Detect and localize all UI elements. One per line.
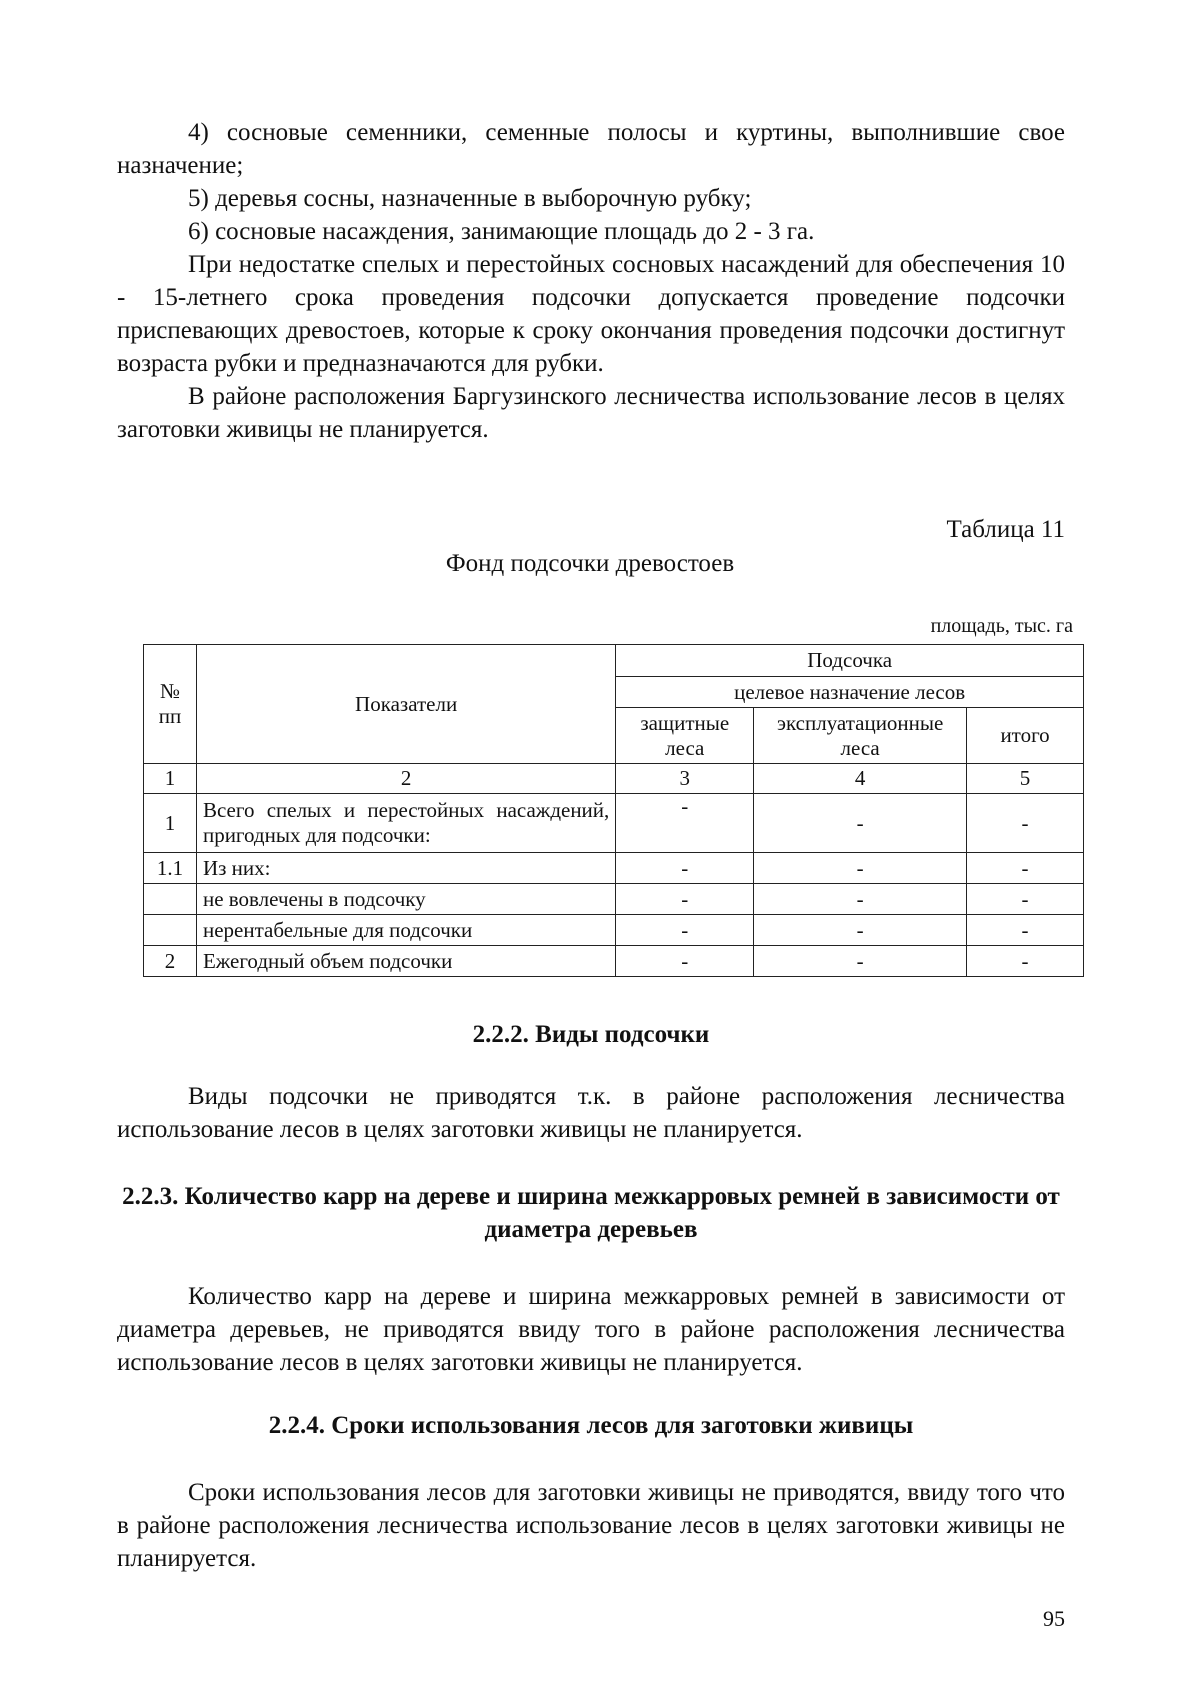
table-row: [144, 794, 1084, 853]
header-purpose: целевое назначение лесов: [616, 677, 1084, 708]
row-exploitation: -: [754, 884, 967, 915]
row-total: -: [967, 853, 1084, 884]
section-heading-2-2-2: 2.2.2. Виды подсочки: [472, 1021, 710, 1048]
page-number: 95: [1043, 1606, 1065, 1631]
header-exploitation: эксплуатационные леса: [754, 708, 967, 764]
row-protective: -: [616, 946, 754, 977]
paragraph: Количество карр на дереве и ширина межкарровых ремней в зависимости от диаметра деревьев, не приводятся ввиду того в районе расположения лесничества использование лесов в целях заготовки живицы не планируется.: [117, 1283, 1065, 1376]
row-total: -: [967, 946, 1084, 977]
row-num: 2: [144, 946, 197, 977]
col-number-4: 4: [754, 764, 967, 794]
table-row: [144, 915, 1084, 946]
list-item-6: 6) сосновые насаждения, занимающие площадь до 2 - 3 га.: [188, 218, 815, 245]
row-indicator: Из них:: [196, 853, 615, 884]
row-protective: -: [616, 853, 754, 884]
header-protective: защитные леса: [616, 708, 754, 764]
section-heading-2-2-4: 2.2.4. Сроки использования лесов для заготовки живицы: [268, 1412, 914, 1439]
row-num: [144, 884, 197, 915]
row-num: [144, 915, 197, 946]
row-indicator: нерентабельные для подсочки: [196, 915, 615, 946]
row-total: -: [967, 915, 1084, 946]
row-protective: -: [616, 884, 754, 915]
paragraph: Виды подсочки не приводятся т.к. в районе расположения лесничества использование лесов в целях заготовки живицы не планируется.: [117, 1083, 1065, 1143]
row-indicator: Всего спелых и перестойных насаждений, пригодных для подсочки:: [196, 794, 615, 853]
header-indicators: Показатели: [196, 645, 615, 764]
header-num: № пп: [144, 645, 197, 764]
section-text-2-2-2: [117, 1080, 1065, 1146]
table-row: [144, 946, 1084, 977]
paragraph-insufficient-stands: При недостатке спелых и перестойных сосновых насаждений для обеспечения 10 - 15-летнего срока проведения подсочки допускается проведение подсочки приспевающих древостоев, которые к сроку окончания проведения подсочки достигнут возраста рубки и предназначаются для рубки.: [117, 251, 1065, 377]
table-row: [144, 853, 1084, 884]
paragraph: Сроки использования лесов для заготовки живицы не приводятся, ввиду того что в районе расположения лесничества использование лесов в целях заготовки живицы не планируется.: [117, 1479, 1065, 1572]
table-label: Таблица 11: [946, 516, 1065, 543]
col-number-2: 2: [196, 764, 615, 794]
table-row: [144, 884, 1084, 915]
col-number-3: 3: [616, 764, 754, 794]
row-exploitation: -: [754, 915, 967, 946]
table-title: Фонд подсочки древостоев: [445, 550, 735, 577]
row-total: -: [967, 794, 1084, 853]
header-total: итого: [967, 708, 1084, 764]
row-indicator: Ежегодный объем подсочки: [196, 946, 615, 977]
row-exploitation: -: [754, 794, 967, 853]
row-protective: -: [616, 794, 754, 853]
col-number-1: 1: [144, 764, 197, 794]
list-item-4: 4) сосновые семенники, семенные полосы и куртины, выполнившие свое назначение;: [117, 119, 1065, 179]
row-num: 1.1: [144, 853, 197, 884]
row-protective: -: [616, 915, 754, 946]
table-unit: площадь, тыс. га: [930, 615, 1073, 637]
paragraph-barguzin-forestry: В районе расположения Баргузинского лесничества использование лесов в целях заготовки живицы не планируется.: [117, 383, 1065, 443]
section-text-2-2-3: [117, 1280, 1065, 1379]
tapping-fund-table: [143, 644, 1084, 977]
header-podsochka: Подсочка: [616, 645, 1084, 677]
intro-text: [117, 116, 1065, 446]
col-number-5: 5: [967, 764, 1084, 794]
section-heading-2-2-3: 2.2.3. Количество карр на дереве и ширина межкарровых ремней в зависимости от диаметра деревьев: [122, 1183, 1060, 1243]
row-exploitation: -: [754, 946, 967, 977]
row-exploitation: -: [754, 853, 967, 884]
section-text-2-2-4: [117, 1476, 1065, 1575]
list-item-5: 5) деревья сосны, назначенные в выборочную рубку;: [188, 185, 752, 212]
row-num: 1: [144, 794, 197, 853]
row-total: -: [967, 884, 1084, 915]
row-indicator: не вовлечены в подсочку: [196, 884, 615, 915]
